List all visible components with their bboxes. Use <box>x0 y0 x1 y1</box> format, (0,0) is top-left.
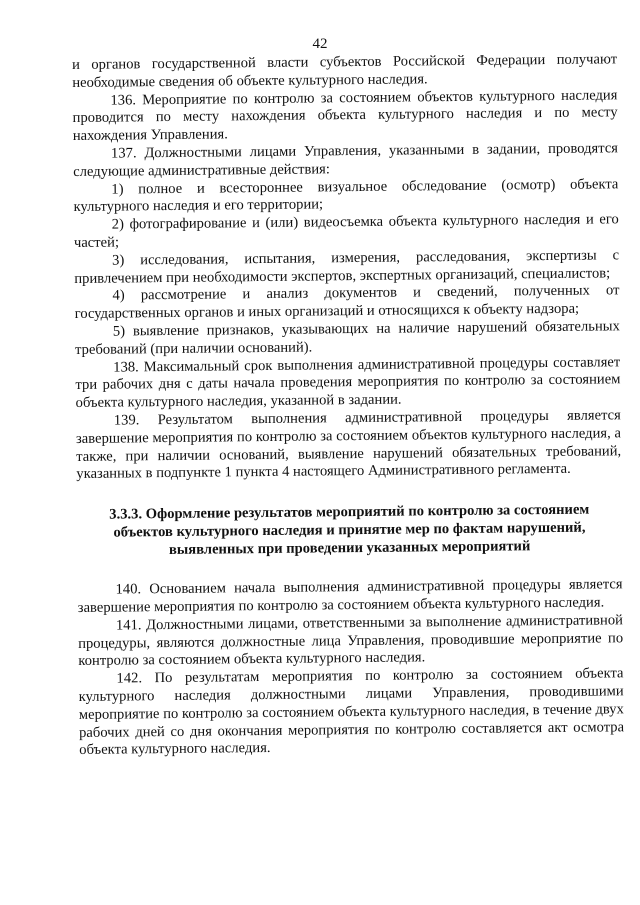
list-item-3: 3) исследования, испытания, измерения, расследования, экспертизы с привлечением при необходимости экспертов, экспертных организаций, специалистов; <box>74 247 620 287</box>
paragraph-137: 137. Должностными лицами Управления, указанными в задании, проводятся следующие административные действия: <box>73 140 619 180</box>
paragraph-141: 141. Должностными лицами, ответственными за выполнение административной процедуры, являются должностные лица Управления, проводившие мероприятие по контролю за состоянием объекта культурного наследия. <box>78 611 624 670</box>
section-heading: 3.3.3. Оформление результатов мероприятий по контролю за состоянием объектов культурного наследия и принятие мер по фактам нарушений, выявленных при проведении указанных мероприятий <box>109 501 590 559</box>
paragraph-136: 136. Мероприятие по контролю за состоянием объектов культурного наследия проводится по месту нахождения объекта культурного наследия и по месту нахождения Управления. <box>72 86 618 145</box>
paragraph-138: 138. Максимальный срок выполнения административной процедуры составляет три рабочих дня с даты начала проведения мероприятия по контролю за состоянием объекта культурного наследия, указанной в задании. <box>75 353 621 412</box>
page-content <box>72 51 624 760</box>
list-item-1: 1) полное и всестороннее визуальное обследование (осмотр) объекта культурного наследия и его территории; <box>73 175 619 216</box>
list-item-4: 4) рассмотрение и анализ документов и сведений, полученных от государственных органов и иных организаций и относящихся к объекту надзора; <box>74 282 620 323</box>
paragraph-140: 140. Основанием начала выполнения административной процедуры является завершение мероприятия по контролю за состоянием объекта культурного наследия. <box>77 576 623 616</box>
page-number: 42 <box>312 36 328 52</box>
list-item-5: 5) выявление признаков, указывающих на наличие нарушений обязательных требований (при наличии оснований). <box>74 318 620 358</box>
paragraph-139: 139. Результатом выполнения административной процедуры является завершение мероприятия по контролю за состоянием объектов культурного наследия, а также, при наличии оснований, выявление нарушений обязательных требований, указанных в подпункте 1 пункта 4 настоящего Административного регламента. <box>75 407 622 483</box>
paragraph-continued: и органов государственной власти субъектов Российской Федерации получают необходимые сведения об объекте культурного наследия. <box>72 51 618 91</box>
paragraph-142: 142. По результатам мероприятия по контролю за состоянием объекта культурного наследия должностными лицами Управления, проводившими мероприятие по контролю за состоянием объекта культурного наследия, в течение двух рабочих дней со дня окончания мероприятия по контролю составляется акт осмотра объекта культурного наследия. <box>78 665 625 759</box>
list-item-2: 2) фотографирование и (или) видеосъемка объекта культурного наследия и его частей; <box>73 211 619 251</box>
